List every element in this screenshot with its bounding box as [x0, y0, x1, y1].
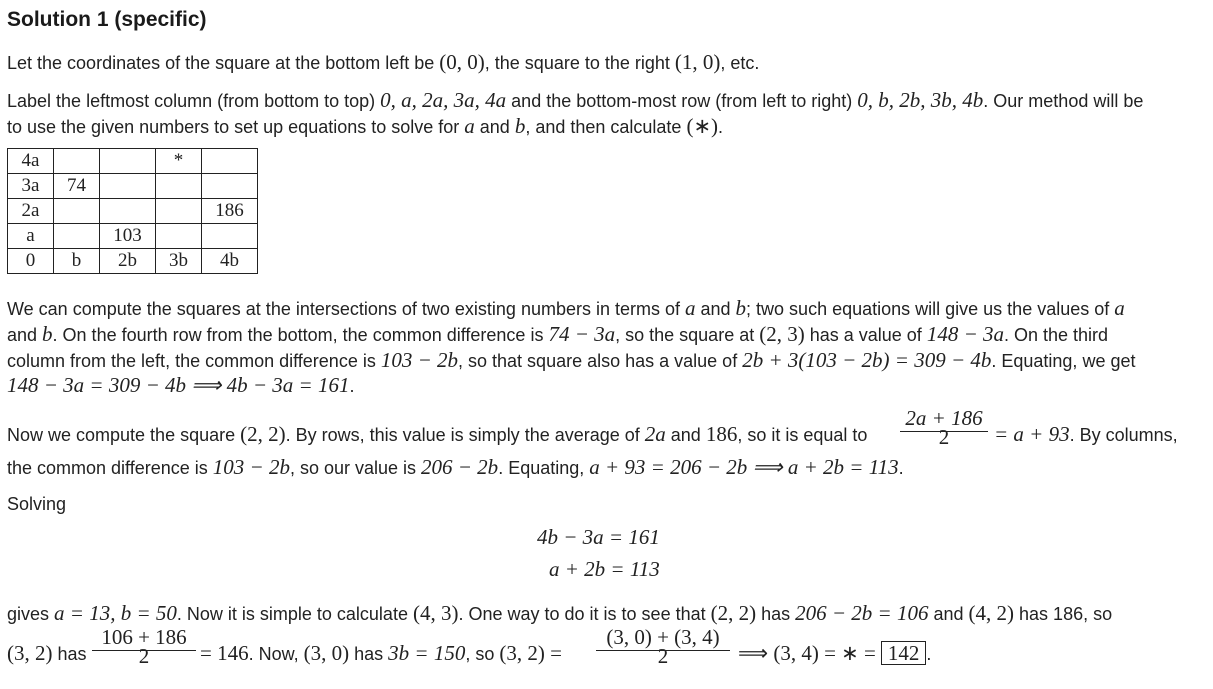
text: and: [474, 117, 515, 137]
fraction-numerator: 106 + 186: [101, 625, 187, 649]
grid-cell: *: [156, 149, 202, 174]
number-grid: [7, 148, 258, 274]
grid-cell: 186: [202, 199, 258, 224]
math: a: [1114, 296, 1125, 320]
math: 148 − 3a: [926, 322, 1004, 346]
text: and: [7, 325, 43, 345]
grid-cell: [54, 149, 100, 174]
fraction-denominator: 2: [657, 644, 669, 668]
grid-cell: [156, 224, 202, 249]
grid-cell: 3b: [156, 249, 202, 274]
text: , so that square also has a value of: [458, 351, 743, 371]
grid-cell: a: [8, 224, 54, 249]
text: has: [349, 644, 389, 664]
fraction-numerator: (3, 0) + (3, 4): [606, 625, 720, 649]
compute-paragraph-line-2: [7, 322, 1108, 347]
text: . On the fourth row from the bottom, the common difference is: [52, 325, 549, 345]
grid-cell: 2b: [100, 249, 156, 274]
text: and the bottom-most row (from left to right): [506, 91, 858, 111]
math: (0, 0): [439, 50, 485, 74]
text: Let the coordinates of the square at the bottom left be: [7, 53, 440, 73]
text: , etc.: [720, 53, 760, 73]
math: 148 − 3a = 309 − 4b ⟹ 4b − 3a = 161: [7, 373, 350, 397]
text: We can compute the squares at the intersections of two existing numbers in terms of: [7, 299, 685, 319]
math: 2a: [644, 422, 666, 446]
text: Label the leftmost column (from bottom to top): [7, 91, 381, 111]
grid-row: [8, 174, 258, 199]
fraction-denominator: 2: [138, 644, 150, 668]
result-paragraph-line-2-start: [7, 641, 87, 666]
fraction-146: [92, 625, 196, 668]
text: .: [898, 458, 904, 478]
math: 74 − 3a: [548, 322, 616, 346]
grid-cell: 2a: [8, 199, 54, 224]
math: 186: [705, 422, 738, 446]
math: (2, 2): [710, 601, 757, 625]
grid-cell: [100, 174, 156, 199]
fraction-denominator: 2: [938, 425, 950, 449]
math: ⟹ (3, 4) = ∗ =: [738, 641, 876, 665]
text: to use the given numbers to set up equations to solve for: [7, 117, 465, 137]
text: . By columns,: [1069, 425, 1178, 445]
text: .: [349, 376, 355, 396]
text: and: [928, 604, 969, 624]
text: , and then calculate: [525, 117, 687, 137]
text: , so it is equal to: [737, 425, 868, 445]
math: 0, b, 2b, 3b, 4b: [857, 88, 984, 112]
text: , so the square at: [615, 325, 760, 345]
math: = a + 93: [994, 422, 1070, 446]
text: . Equating,: [498, 458, 590, 478]
text: . One way to do it is to see that: [458, 604, 711, 624]
text: . Our method will be: [983, 91, 1144, 111]
fraction-average: [900, 406, 988, 449]
text: ; two such equations will give us the values of: [746, 299, 1115, 319]
math: (4, 3): [412, 601, 459, 625]
intro-paragraph: [7, 50, 759, 75]
text: has: [52, 644, 87, 664]
compute-paragraph-line-1: [7, 296, 1125, 321]
text: Now we compute the square: [7, 425, 241, 445]
text: , the square to the right: [484, 53, 675, 73]
solution-title: Solution 1 (specific): [7, 8, 207, 31]
math: a + 93 = 206 − 2b ⟹ a + 2b = 113: [589, 455, 899, 479]
label-paragraph-line-2: [7, 114, 723, 139]
text: , so: [465, 644, 500, 664]
text: column from the left, the common difference is: [7, 351, 381, 371]
grid-cell: [100, 199, 156, 224]
grid-cell: [202, 149, 258, 174]
text: and: [665, 425, 706, 445]
equation-1: 4b − 3a = 161: [537, 525, 660, 549]
result-paragraph-line-2-middle: [200, 641, 562, 666]
math: a: [464, 114, 475, 138]
math: (3, 0): [303, 641, 350, 665]
grid-cell: [156, 199, 202, 224]
grid-cell: 0: [8, 249, 54, 274]
grid-row: [8, 149, 258, 174]
math: a = 13, b = 50: [54, 601, 177, 625]
grid-cell: [156, 174, 202, 199]
square-paragraph-line-1-end: [994, 422, 1178, 447]
compute-paragraph-line-3: [7, 348, 1135, 373]
math: 2b + 3(103 − 2b) = 309 − 4b: [742, 348, 992, 372]
math: (4, 2): [968, 601, 1015, 625]
text: and: [695, 299, 736, 319]
grid-cell: 103: [100, 224, 156, 249]
text: . By rows, this value is simply the average of: [285, 425, 645, 445]
result-paragraph-line-1: [7, 601, 1112, 626]
math: 3b = 150: [388, 641, 466, 665]
math: b: [735, 296, 747, 320]
grid-cell: 4b: [202, 249, 258, 274]
text: has 186, so: [1014, 604, 1113, 624]
text: has a value of: [804, 325, 927, 345]
math: 206 − 2b: [421, 455, 499, 479]
fraction-average-34: [596, 625, 730, 668]
math: 103 − 2b: [212, 455, 290, 479]
text: . On the third: [1003, 325, 1109, 345]
math: = 146: [200, 641, 249, 665]
boxed-answer: 142: [881, 641, 927, 665]
math: (∗): [686, 114, 719, 138]
math: (2, 2): [240, 422, 286, 446]
math: 0, a, 2a, 3a, 4a: [380, 88, 507, 112]
math: b: [514, 114, 526, 138]
grid-cell: [100, 149, 156, 174]
text: . Now,: [248, 644, 304, 664]
text: , so our value is: [289, 458, 422, 478]
grid-row: [8, 249, 258, 274]
math: (1, 0): [674, 50, 721, 74]
text: .: [926, 644, 932, 664]
label-paragraph-line-1: [7, 88, 1143, 113]
equation-2: a + 2b = 113: [549, 557, 660, 581]
text: . Now it is simple to calculate: [176, 604, 413, 624]
solving-label: Solving: [7, 494, 67, 514]
math: (3, 2) =: [499, 641, 562, 665]
compute-paragraph-line-4: [7, 373, 354, 398]
math: (3, 2): [7, 641, 53, 665]
square-paragraph-line-1: [7, 422, 867, 447]
text: .: [718, 117, 724, 137]
grid-row: [8, 224, 258, 249]
grid-cell: 3a: [8, 174, 54, 199]
grid-cell: 4a: [8, 149, 54, 174]
grid-row: [8, 199, 258, 224]
math: 206 − 2b = 106: [795, 601, 929, 625]
text: . Equating, we get: [991, 351, 1136, 371]
grid-cell: [202, 174, 258, 199]
fraction-numerator: 2a + 186: [905, 406, 983, 430]
math: (2, 3): [759, 322, 805, 346]
text: the common difference is: [7, 458, 213, 478]
math: 103 − 2b: [380, 348, 459, 372]
grid-cell: b: [54, 249, 100, 274]
grid-cell: 74: [54, 174, 100, 199]
grid-cell: [202, 224, 258, 249]
math: a: [685, 296, 696, 320]
math: b: [42, 322, 53, 346]
text: gives: [7, 604, 55, 624]
grid-cell: [54, 199, 100, 224]
grid-cell: [54, 224, 100, 249]
result-paragraph-line-2-end: [738, 641, 931, 666]
square-paragraph-line-2: [7, 455, 904, 480]
text: has: [756, 604, 796, 624]
